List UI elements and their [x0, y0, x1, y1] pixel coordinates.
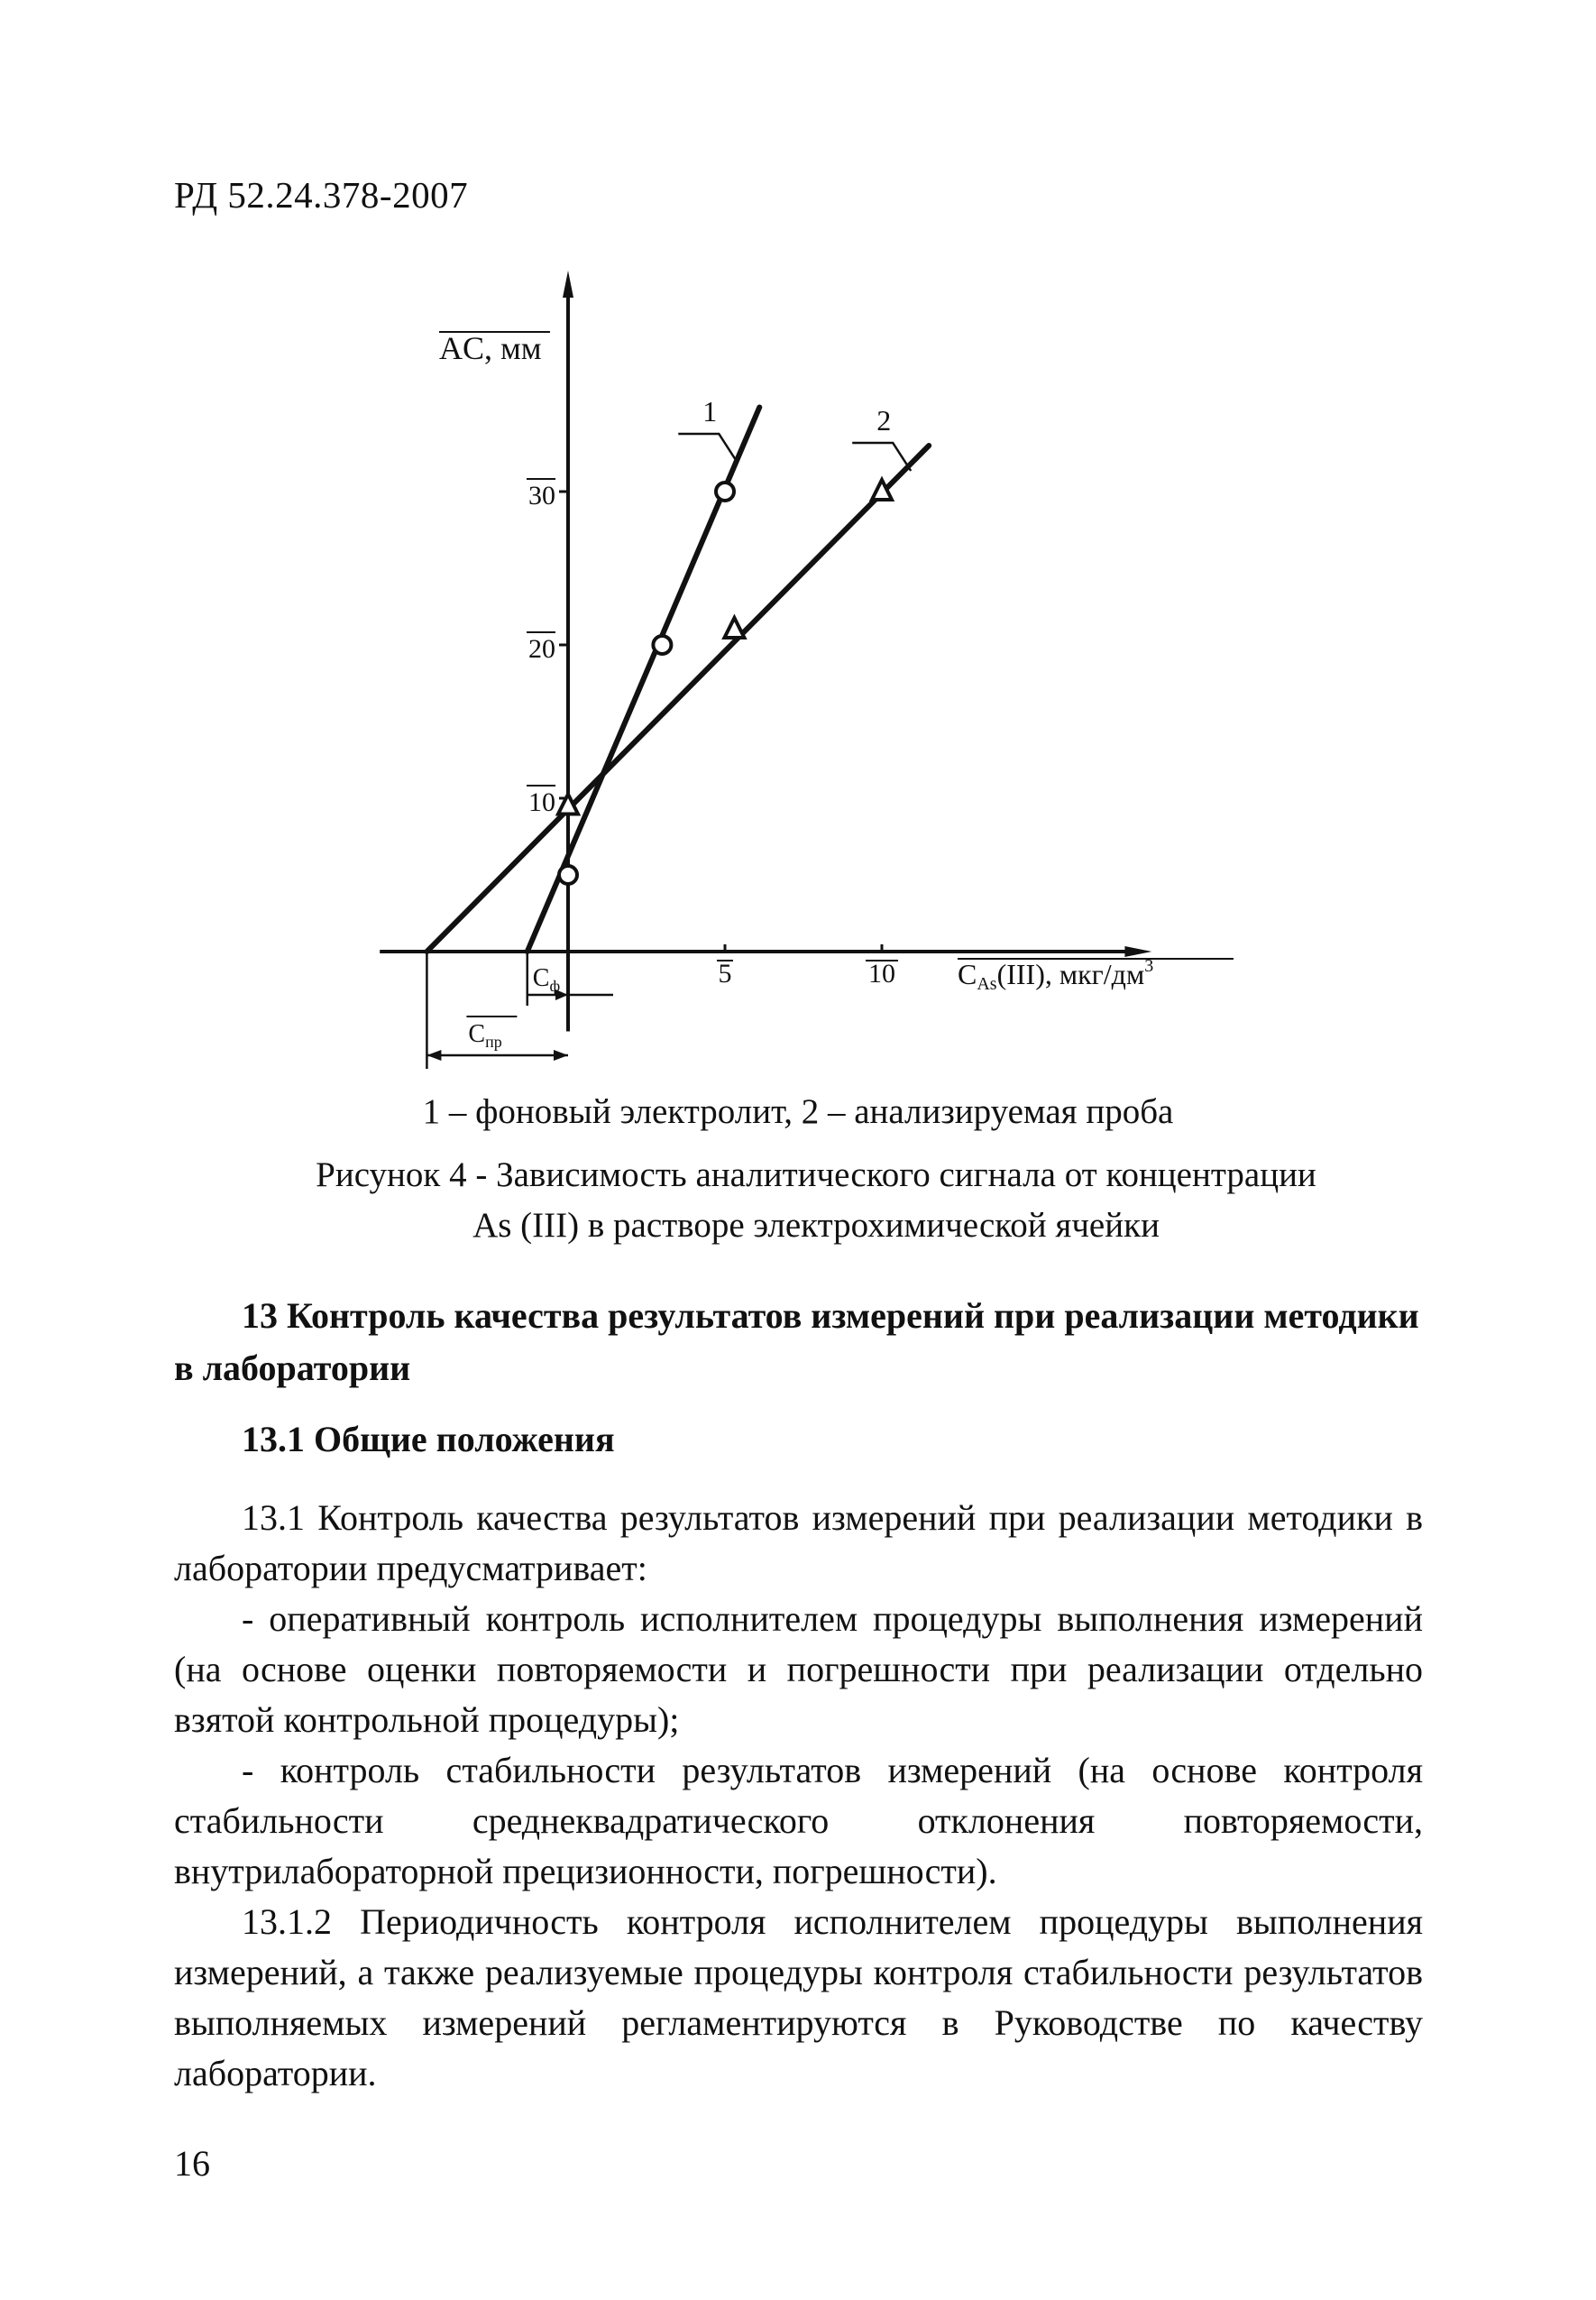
- series-1-point: [559, 866, 577, 884]
- series-1-point: [653, 636, 671, 654]
- x-tick-label: 10: [868, 959, 895, 989]
- series-1-point: [716, 483, 734, 501]
- page-number: 16: [174, 2143, 210, 2184]
- y-tick-label: 30: [528, 481, 555, 511]
- paragraph: - оперативный контроль исполнителем процедуры выполнения измерений (на основе оценки повторяемости и погрешности при реализации отдельно взятой контрольной процедуры);: [174, 1598, 1423, 1740]
- x-tick-label: 5: [718, 959, 732, 989]
- paragraph: 13.1 Контроль качества результатов измерений при реализации методики в лаборатории предусматривает:: [174, 1497, 1423, 1588]
- chart-series: [427, 408, 929, 952]
- chart-axes: [380, 271, 1154, 1031]
- series-label-2: 2: [876, 404, 892, 437]
- y-tick-label: 10: [528, 787, 555, 817]
- series-label-leader: [852, 443, 911, 471]
- calibration-chart: [0, 262, 1596, 1082]
- paragraph: - контроль стабильности результатов измерений (на основе контроля стабильности среднеквадратического отклонения повторяемости, внутрилабораторной прецизионности, погрешности).: [174, 1750, 1423, 1891]
- cpr-arrow-left: [427, 1050, 441, 1061]
- series-2-point: [724, 618, 744, 638]
- y-tick-label: 20: [528, 634, 555, 664]
- figure-legend-caption: 1 – фоновый электролит, 2 – анализируемая проба: [422, 1092, 1174, 1131]
- figure-title: [207, 1150, 1425, 1251]
- subsection-heading: 13.1 Общие положения: [242, 1419, 615, 1459]
- series-label-leader: [678, 434, 737, 462]
- section-body: [174, 1493, 1423, 2099]
- cpr-arrow-right: [554, 1050, 568, 1061]
- figure-title-line-1: Рисунок 4 - Зависимость аналитического сигнала от концентрации: [316, 1155, 1316, 1194]
- figure-title-line-2: As (III) в растворе электрохимической ячейки: [472, 1206, 1160, 1245]
- section-heading: 13 Контроль качества результатов измерений при реализации методики в лаборатории: [174, 1295, 1419, 1388]
- y-axis-label: AC, мм: [439, 330, 542, 366]
- series-label-1: 1: [702, 395, 718, 428]
- chart-labels: [427, 330, 1234, 1069]
- y-axis-arrow: [563, 271, 573, 298]
- document-code: РД 52.24.378-2007: [174, 174, 469, 216]
- paragraph: 13.1.2 Периодичность контроля исполнителем процедуры выполнения измерений, а также реализуемые процедуры контроля стабильности результатов выполняемых измерений регламентируются в Руководстве по качеству лаборатории.: [174, 1901, 1423, 2093]
- cpr-label: $C_{пр}$: [468, 1020, 502, 1051]
- series-line-2: [427, 446, 929, 952]
- x-axis-label: CAs(III), мкг/$дм^3$: [958, 956, 1154, 994]
- cf-label: $C_ф$: [532, 964, 561, 995]
